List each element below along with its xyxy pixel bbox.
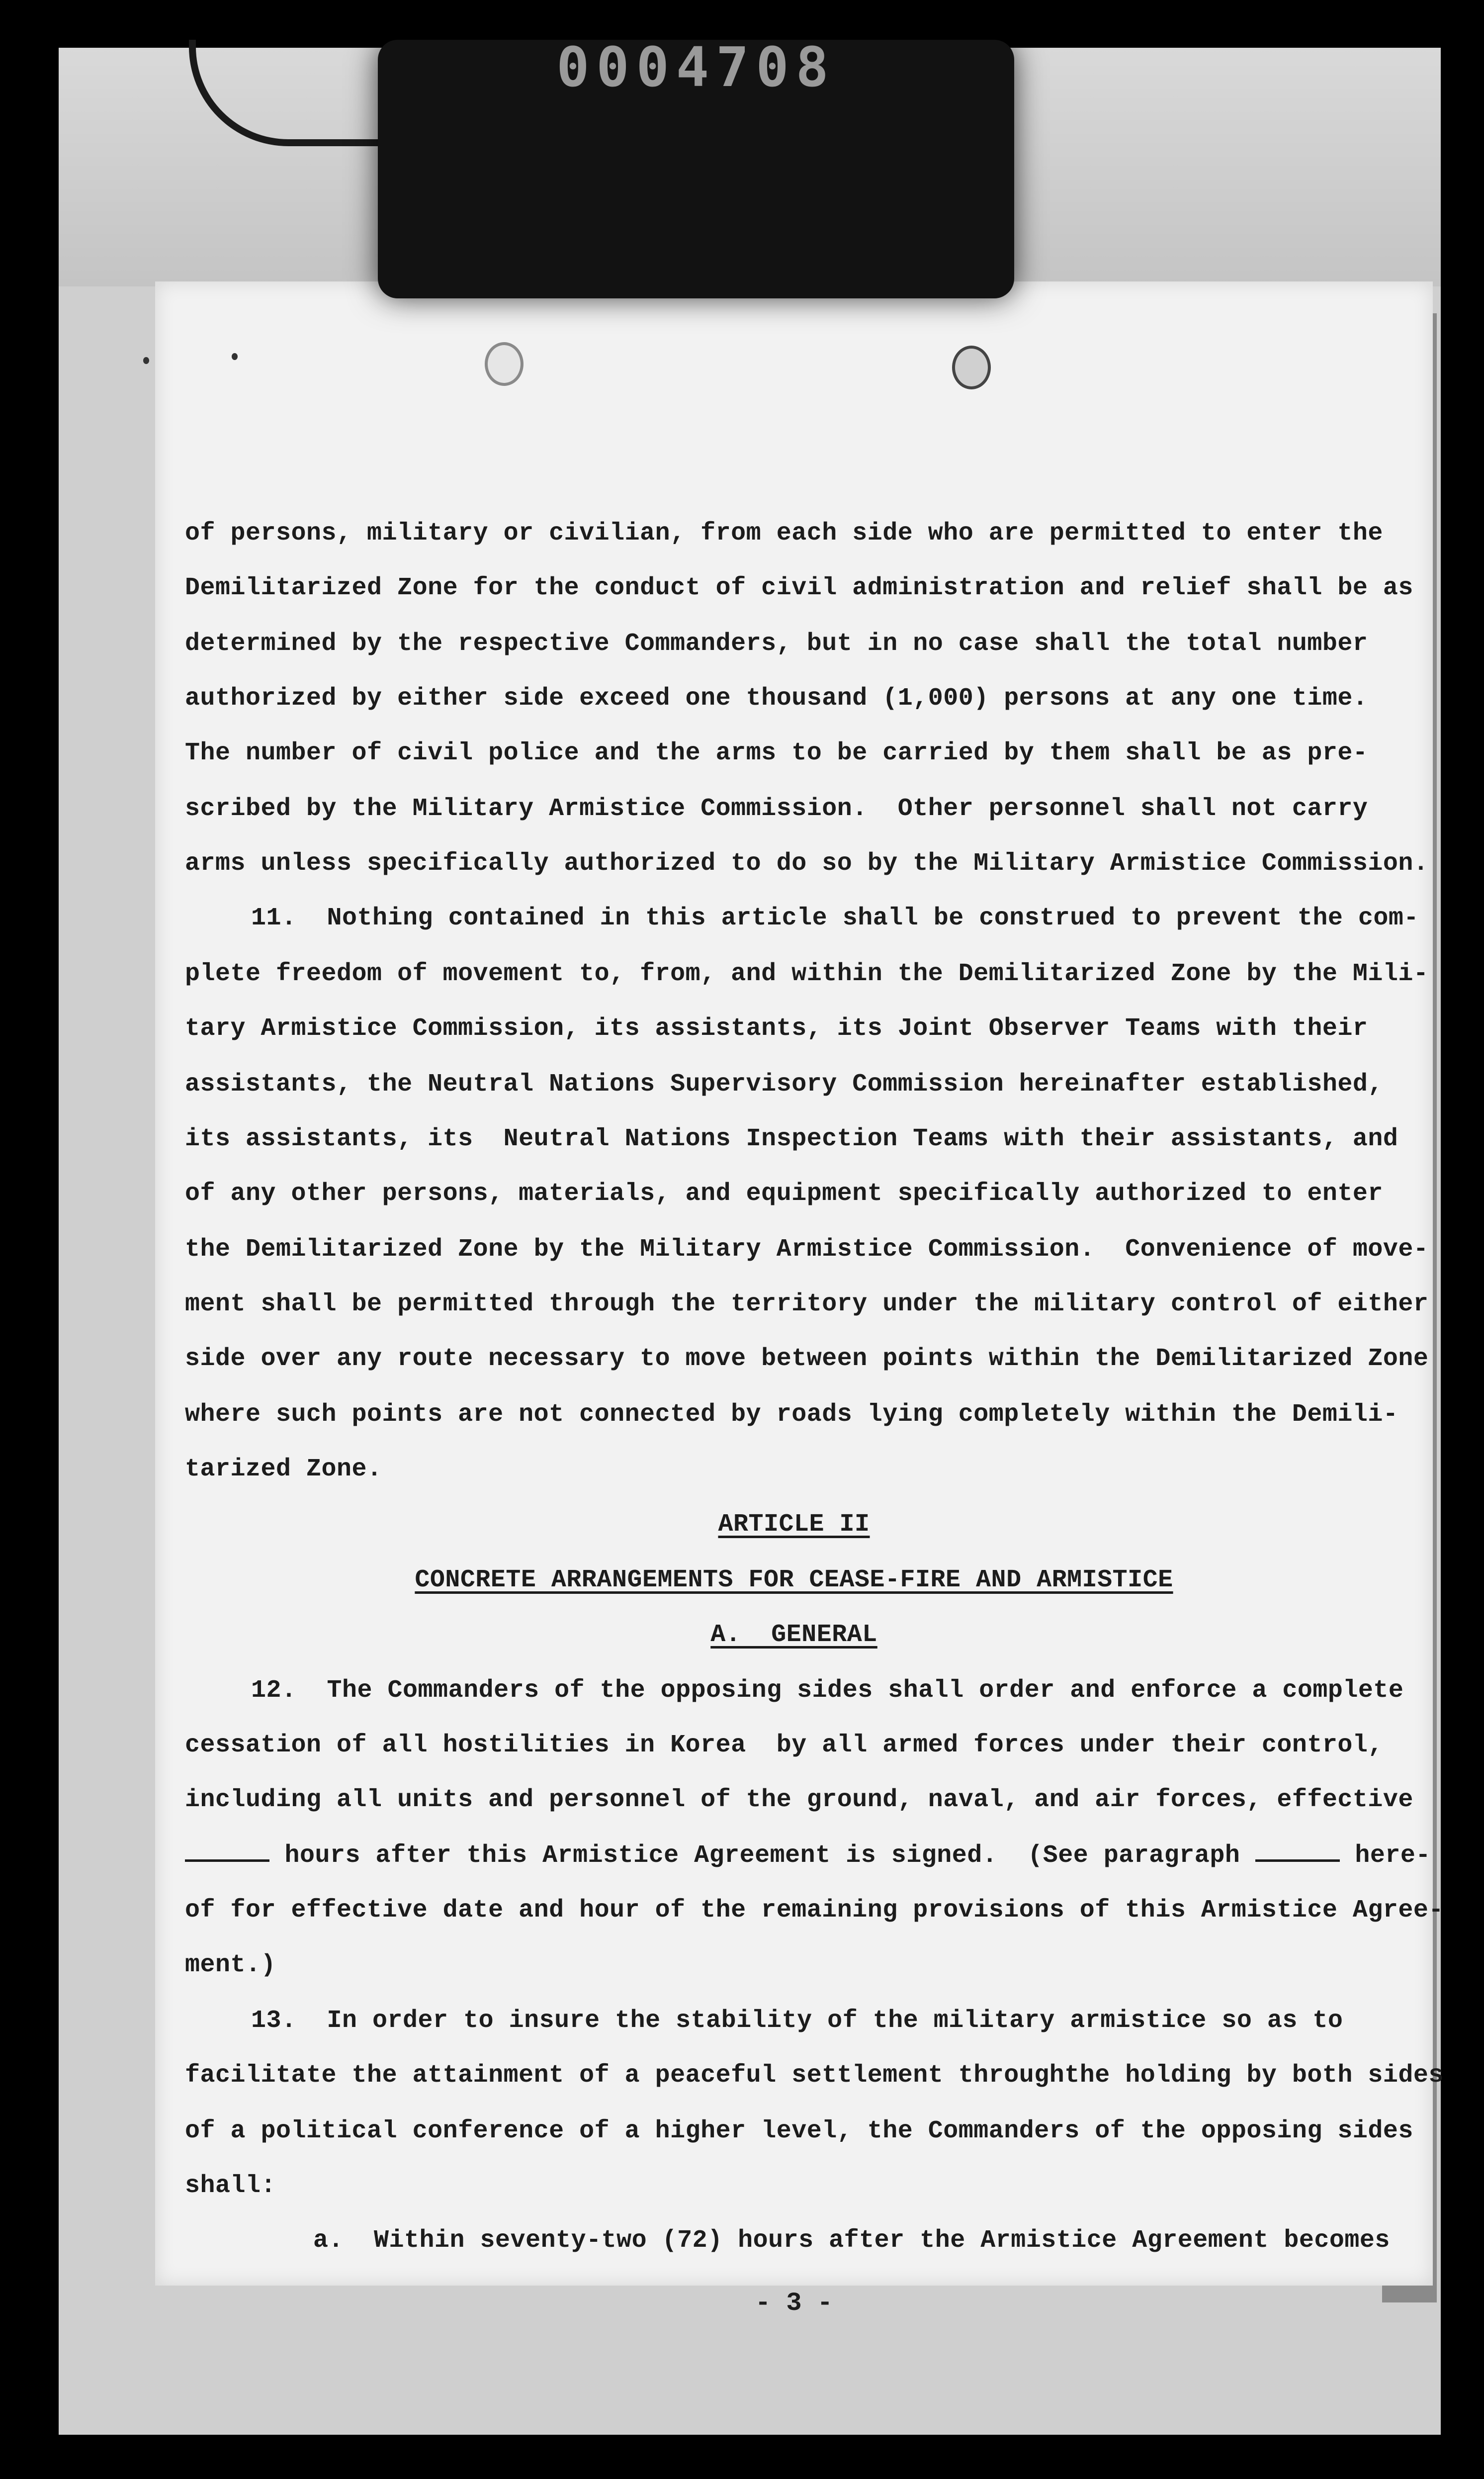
paragraph-12-line: of for effective date and hour of the remaining provisions of this Armistice Agree- bbox=[185, 1896, 1444, 1925]
paragraph-12-line: cessation of all hostilities in Korea by all armed forces under their control, bbox=[185, 1731, 1383, 1759]
section-heading bbox=[155, 1620, 1433, 1650]
section-heading-text: A. GENERAL bbox=[710, 1621, 877, 1649]
article-title-text: CONCRETE ARRANGEMENTS FOR CEASE-FIRE AND ARMISTICE bbox=[415, 1566, 1173, 1594]
article-heading-text: ARTICLE II bbox=[718, 1510, 870, 1539]
paragraph-11-line: the Demilitarized Zone by the Military Armistice Commission. Convenience of move- bbox=[185, 1235, 1429, 1264]
paragraph-11-line: its assistants, its Neutral Nations Inspection Teams with their assistants, and bbox=[185, 1125, 1398, 1153]
paragraph-11-line: of any other persons, materials, and equipment specifically authorized to enter bbox=[185, 1180, 1383, 1208]
paragraph-12-line bbox=[185, 1841, 1431, 1871]
speck-mark-icon bbox=[143, 357, 149, 364]
punch-hole-icon bbox=[485, 342, 524, 386]
page-number: - 3 - bbox=[755, 2289, 833, 2318]
text-line: determined by the respective Commanders, but in no case shall the total number bbox=[185, 630, 1368, 658]
paragraph-13-line: facilitate the attainment of a peaceful settlement throughthe holding by both sides bbox=[185, 2061, 1444, 2090]
paragraph-11-line: where such points are not connected by roads lying completely within the Demili- bbox=[185, 1400, 1398, 1429]
paragraph-11-line: assistants, the Neutral Nations Supervisory Commission hereinafter established, bbox=[185, 1070, 1383, 1099]
paragraph-11-line: ment shall be permitted through the territory under the military control of either bbox=[185, 1290, 1429, 1318]
paragraph-12-text: here- bbox=[1355, 1841, 1431, 1870]
article-title bbox=[155, 1565, 1433, 1595]
paragraph-11-line: 11. Nothing contained in this article shall be construed to prevent the com- bbox=[251, 904, 1419, 932]
text-line: of persons, military or civilian, from each side who are permitted to enter the bbox=[185, 519, 1383, 548]
paragraph-13-line: of a political conference of a higher level, the Commanders of the opposing sides bbox=[185, 2117, 1413, 2145]
article-heading bbox=[155, 1510, 1433, 1540]
paragraph-13-line: shall: bbox=[185, 2172, 276, 2200]
text-line: scribed by the Military Armistice Commission. Other personnel shall not carry bbox=[185, 795, 1368, 823]
paragraph-12-line: including all units and personnel of the ground, naval, and air forces, effective bbox=[185, 1786, 1413, 1814]
paragraph-11-line: side over any route necessary to move between points within the Demilitarized Zone bbox=[185, 1345, 1429, 1373]
blank-paragraph-field bbox=[1255, 1841, 1340, 1862]
text-line: The number of civil police and the arms to be carried by them shall be as pre- bbox=[185, 739, 1368, 767]
punch-hole-icon bbox=[952, 346, 991, 389]
paragraph-13a-line: a. Within seventy-two (72) hours after the Armistice Agreement becomes bbox=[313, 2226, 1390, 2255]
text-line: authorized by either side exceed one thousand (1,000) persons at any one time. bbox=[185, 684, 1368, 713]
paragraph-12-line: ment.) bbox=[185, 1951, 276, 1979]
paragraph-11-line: plete freedom of movement to, from, and within the Demilitarized Zone by the Mili- bbox=[185, 960, 1429, 988]
blank-hours-field bbox=[185, 1841, 269, 1862]
paragraph-13-line: 13. In order to insure the stability of the military armistice so as to bbox=[251, 2007, 1343, 2035]
paragraph-12-text: hours after this Armistice Agreement is signed. (See paragraph bbox=[284, 1841, 1240, 1870]
paragraph-11-line: tarized Zone. bbox=[185, 1455, 382, 1483]
paragraph-12-line: 12. The Commanders of the opposing sides shall order and enforce a complete bbox=[251, 1676, 1404, 1705]
text-line: Demilitarized Zone for the conduct of civil administration and relief shall be as bbox=[185, 574, 1413, 602]
frame-counter-device bbox=[378, 40, 1014, 298]
paragraph-11-line: tary Armistice Commission, its assistants, its Joint Observer Teams with their bbox=[185, 1014, 1368, 1043]
frame-counter-digits: 0004708 bbox=[556, 40, 836, 94]
speck-mark-icon bbox=[232, 353, 238, 360]
text-line: arms unless specifically authorized to do so by the Military Armistice Commission. bbox=[185, 849, 1429, 878]
